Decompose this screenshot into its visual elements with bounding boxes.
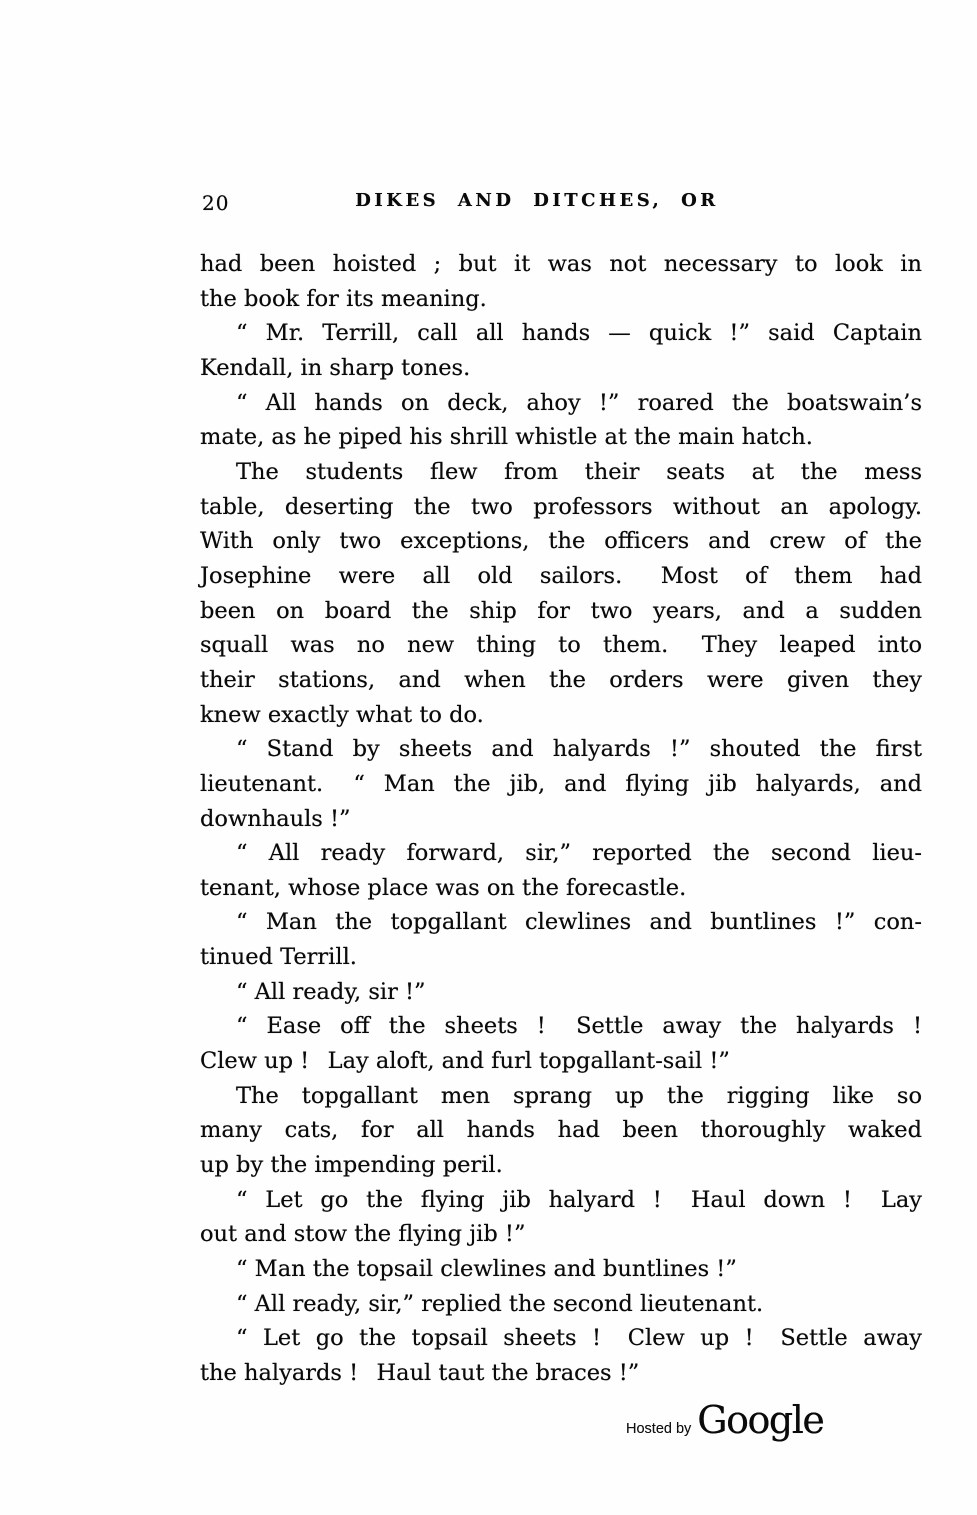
- page-number: 20: [202, 191, 230, 215]
- text-line: squall was no new thing to them. They leaped into: [200, 632, 922, 659]
- google-logo: Google: [697, 1398, 824, 1442]
- text-line: knew exactly what to do.: [200, 701, 484, 728]
- text-line: lieutenant. “ Man the jib, and flying jib halyards, and: [200, 770, 922, 797]
- text-line: “ Man the topgallant clewlines and buntlines !” con-: [236, 909, 922, 936]
- text-line: “ All ready, sir !”: [236, 978, 426, 1005]
- text-line: up by the impending peril.: [200, 1152, 503, 1179]
- running-title: DIKES AND DITCHES, OR: [355, 190, 719, 211]
- running-head: [200, 190, 922, 215]
- text-line: “ All hands on deck, ahoy !” roared the boatswain’s: [236, 389, 922, 416]
- text-line: “ Stand by sheets and halyards !” shouted the first: [236, 736, 922, 763]
- text-line: “ Ease off the sheets ! Settle away the halyards !: [236, 1013, 922, 1040]
- text-line: Josephine were all old sailors. Most of them had: [200, 562, 922, 589]
- text-line: “ Man the topsail clewlines and buntlines !”: [236, 1256, 737, 1283]
- text-line: “ Let go the flying jib halyard ! Haul down ! Lay: [236, 1186, 922, 1213]
- text-line: had been hoisted ; but it was not necessary to look in: [200, 251, 922, 277]
- text-line: With only two exceptions, the officers and crew of the: [200, 528, 922, 555]
- text-line: “ All ready forward, sir,” reported the second lieu-: [236, 840, 922, 867]
- text-line: The students flew from their seats at the mess: [236, 458, 922, 485]
- text-line: many cats, for all hands had been thoroughly waked: [200, 1117, 922, 1144]
- google-watermark: [626, 1398, 823, 1442]
- text-line: “ Let go the topsail sheets ! Clew up ! Settle away: [236, 1325, 922, 1352]
- text-line: tinued Terrill.: [200, 944, 357, 971]
- text-line: been on board the ship for two years, and a sudden: [200, 597, 922, 624]
- hosted-by-label: Hosted by: [626, 1421, 692, 1437]
- text-line: Kendall, in sharp tones.: [200, 354, 471, 381]
- text-line: the halyards ! Haul taut the braces !”: [200, 1360, 640, 1386]
- text-line: mate, as he piped his shrill whistle at the main hatch.: [200, 424, 813, 451]
- text-line: The topgallant men sprang up the rigging like so: [236, 1082, 922, 1109]
- text-line: “ Mr. Terrill, call all hands — quick !” said Captain: [236, 320, 922, 347]
- text-line: “ All ready, sir,” replied the second lieutenant.: [236, 1290, 764, 1317]
- text-line: the book for its meaning.: [200, 285, 487, 312]
- text-line: out and stow the flying jib !”: [200, 1221, 526, 1248]
- text-line: tenant, whose place was on the forecastle.: [200, 874, 687, 901]
- text-line: Clew up ! Lay aloft, and furl topgallant-sail !”: [200, 1048, 730, 1075]
- text-line: their stations, and when the orders were given they: [200, 666, 922, 693]
- text-line: downhauls !”: [200, 805, 351, 832]
- page-text: [200, 247, 922, 1391]
- text-line: table, deserting the two professors without an apology.: [200, 493, 922, 520]
